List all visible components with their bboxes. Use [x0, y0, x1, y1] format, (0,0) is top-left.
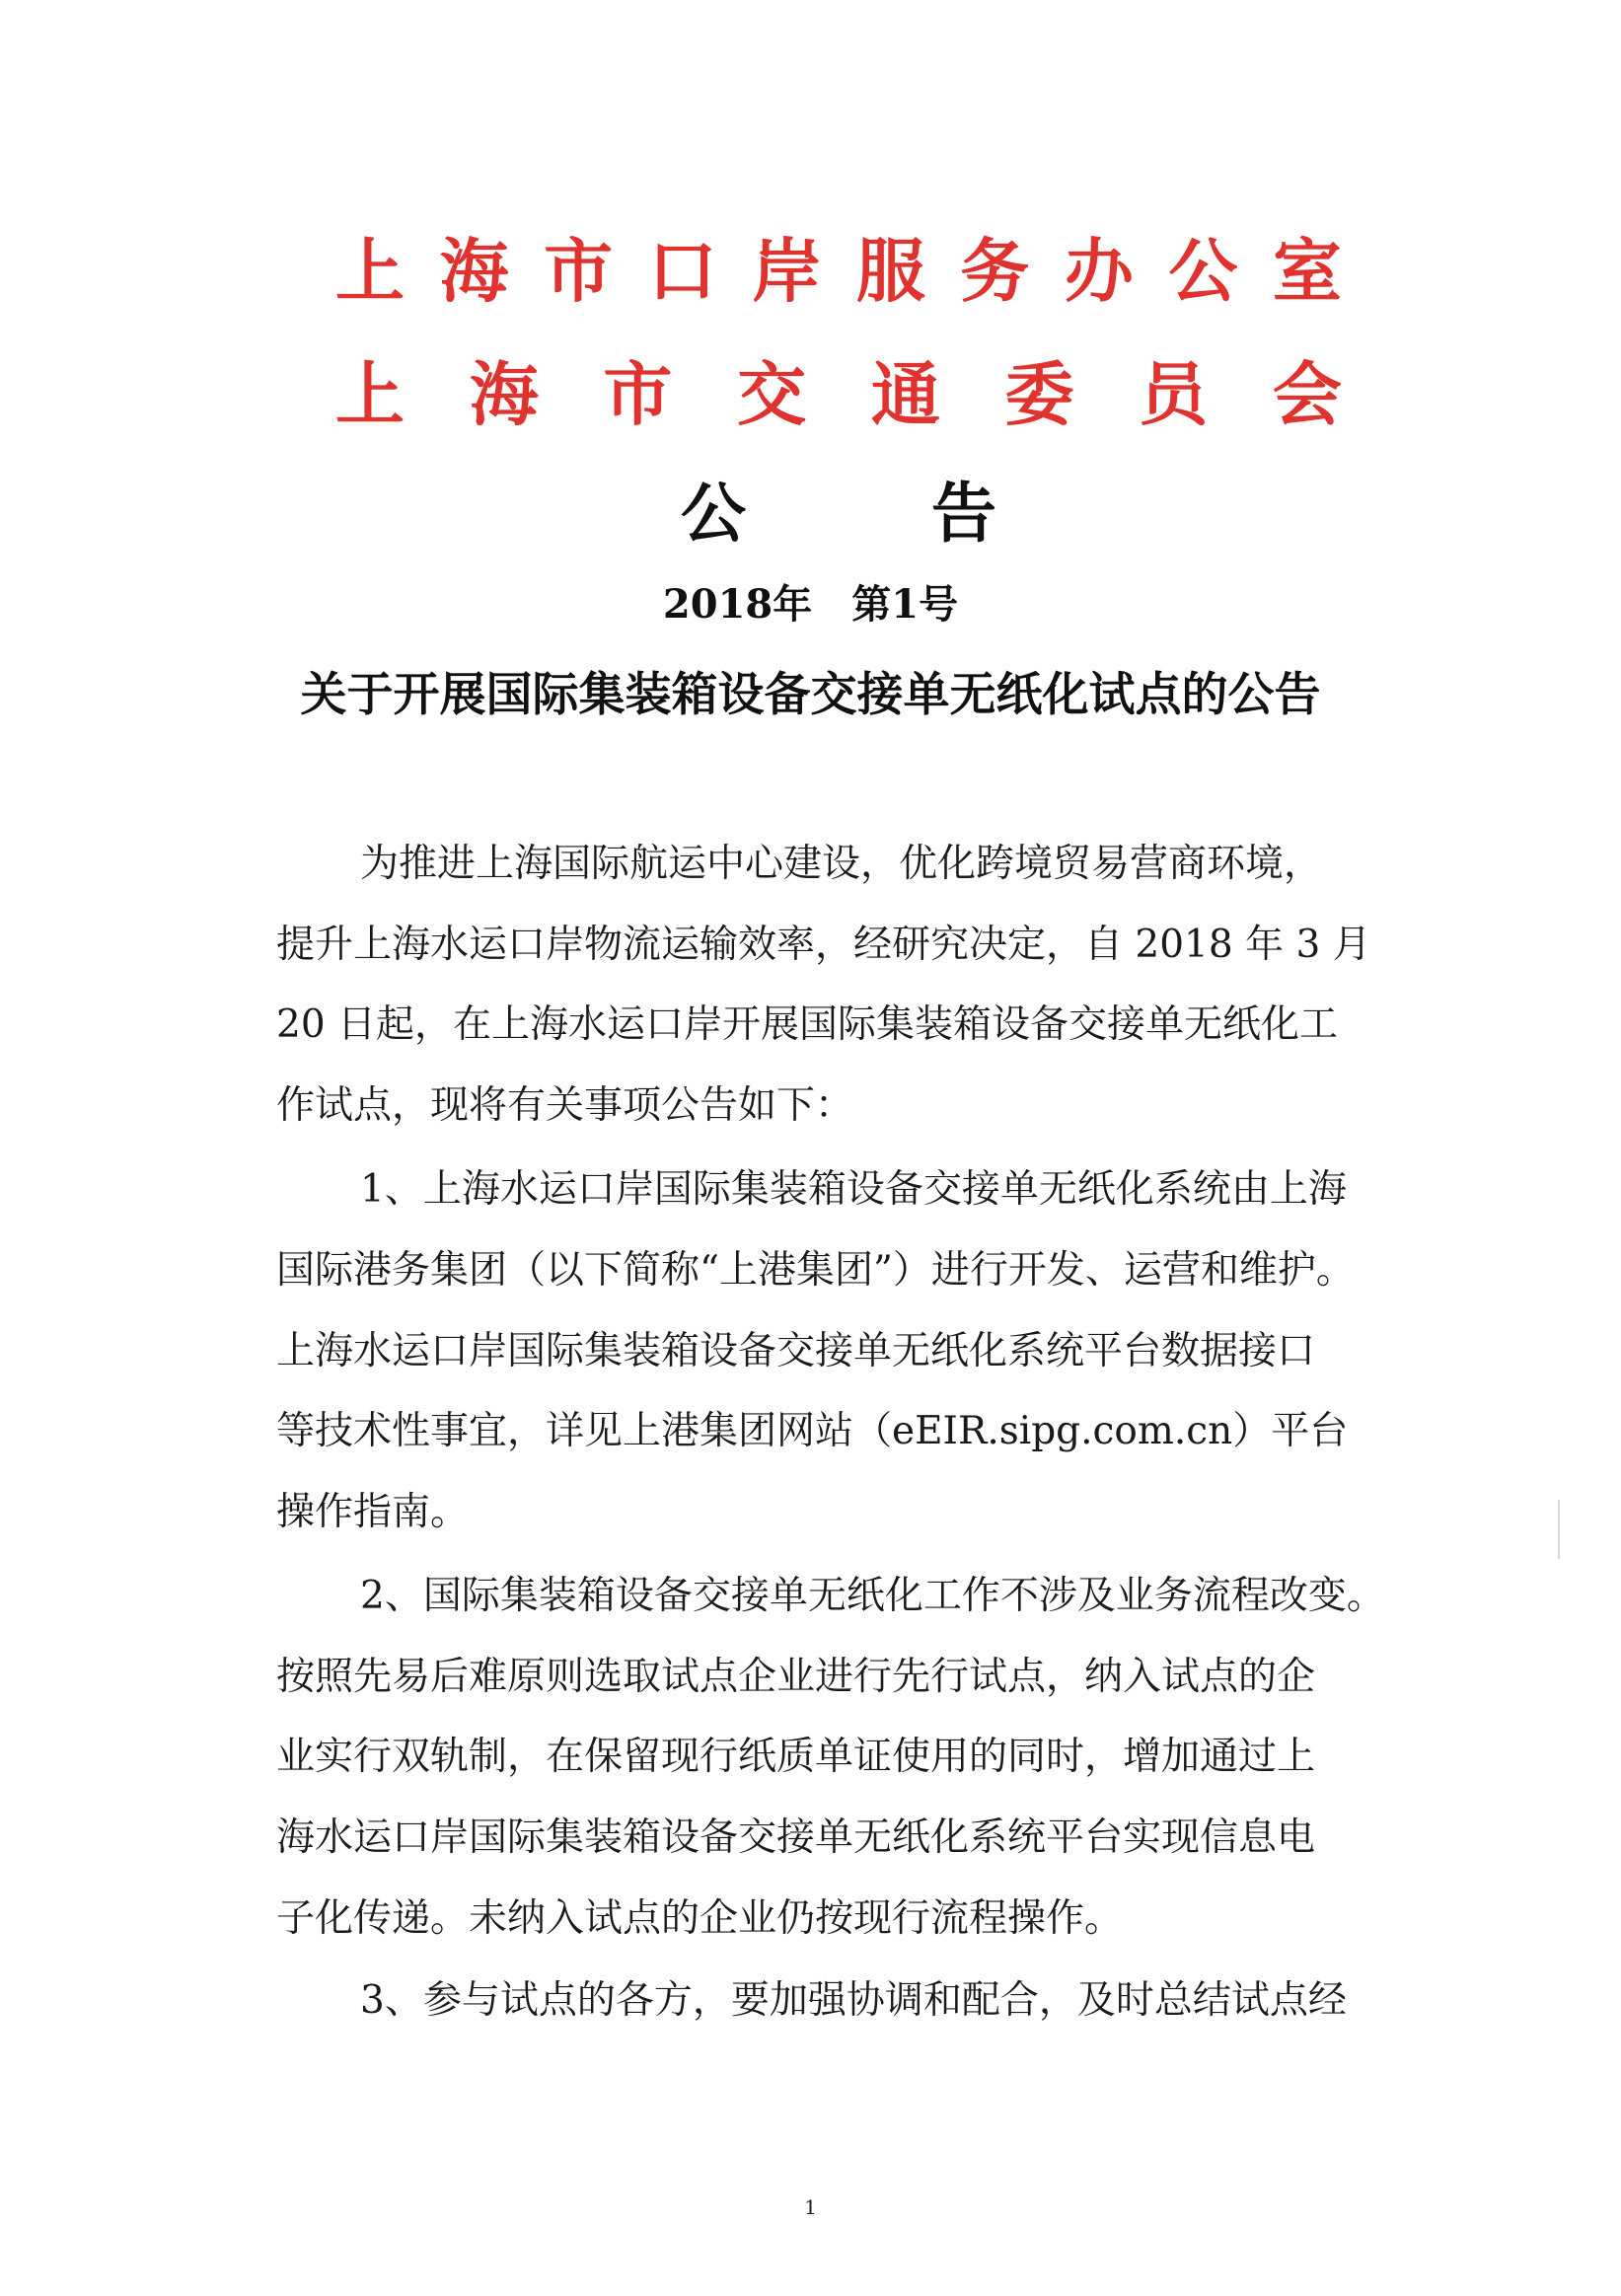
body-line: 海水运口岸国际集装箱设备交接单无纸化系统平台实现信息电	[276, 1815, 1316, 1860]
issuer-line-2	[335, 350, 1342, 439]
issuer-1-char: 口	[647, 230, 717, 312]
issuer-1-char: 办	[1064, 230, 1134, 312]
document-subject: 关于开展国际集装箱设备交接单无纸化试点的公告	[300, 668, 1321, 722]
issuer-2-char: 上	[335, 353, 405, 435]
issuer-1-char: 岸	[752, 230, 822, 312]
body-line: 提升上海水运口岸物流运输效率，经研究决定，自 2018 年 3 月	[276, 923, 1371, 967]
body-line: 子化传递。未纳入试点的企业仍按现行流程操作。	[276, 1896, 1124, 1941]
body-line: 等技术性事宜，详见上港集团网站（eEIR.sipg.com.cn）平台	[276, 1409, 1349, 1453]
issuer-1-char: 公	[1168, 230, 1238, 312]
issuer-1-char: 室	[1272, 230, 1342, 312]
body-line: 1、上海水运口岸国际集装箱设备交接单无纸化系统由上海	[360, 1167, 1347, 1212]
page-number: 1	[804, 2195, 817, 2219]
document-type-title	[681, 469, 996, 557]
doc-type-char: 公	[681, 475, 746, 552]
issuer-1-char: 上	[335, 230, 405, 312]
body-line: 操作指南。	[276, 1490, 470, 1534]
issuer-2-char: 市	[603, 353, 673, 435]
issuer-2-char: 委	[1004, 353, 1074, 435]
body-line: 2、国际集装箱设备交接单无纸化工作不涉及业务流程改变。	[360, 1574, 1385, 1618]
issuer-1-char: 服	[855, 230, 925, 312]
body-line: 为推进上海国际航运中心建设，优化跨境贸易营商环境，	[360, 842, 1323, 886]
issuer-2-char: 海	[469, 353, 539, 435]
issuer-1-char: 海	[439, 230, 509, 312]
issuer-2-char: 通	[870, 353, 940, 435]
body-line: 业实行双轨制，在保留现行纸质单证使用的同时，增加通过上	[276, 1735, 1316, 1779]
issuer-2-char: 会	[1272, 353, 1342, 435]
issuer-line-1	[335, 227, 1342, 316]
scan-artifact	[1558, 1500, 1560, 1559]
issuer-2-char: 员	[1139, 353, 1209, 435]
doc-type-char: 告	[931, 475, 996, 552]
body-line: 按照先易后难原则选取试点企业进行先行试点，纳入试点的企	[276, 1655, 1316, 1699]
issuer-2-char: 交	[737, 353, 807, 435]
issuer-1-char: 市	[544, 230, 614, 312]
body-line: 作试点，现将有关事项公告如下：	[276, 1083, 854, 1128]
body-line: 上海水运口岸国际集装箱设备交接单无纸化系统平台数据接口	[276, 1329, 1316, 1373]
issuer-1-char: 务	[960, 230, 1030, 312]
document-number: 2018年 第1号	[662, 581, 959, 628]
body-line: 3、参与试点的各方，要加强协调和配合，及时总结试点经	[360, 1978, 1347, 2023]
body-line: 20 日起，在上海水运口岸开展国际集装箱设备交接单无纸化工	[276, 1002, 1339, 1047]
body-line: 国际港务集团（以下简称“上港集团”）进行开发、运营和维护。	[276, 1248, 1355, 1293]
